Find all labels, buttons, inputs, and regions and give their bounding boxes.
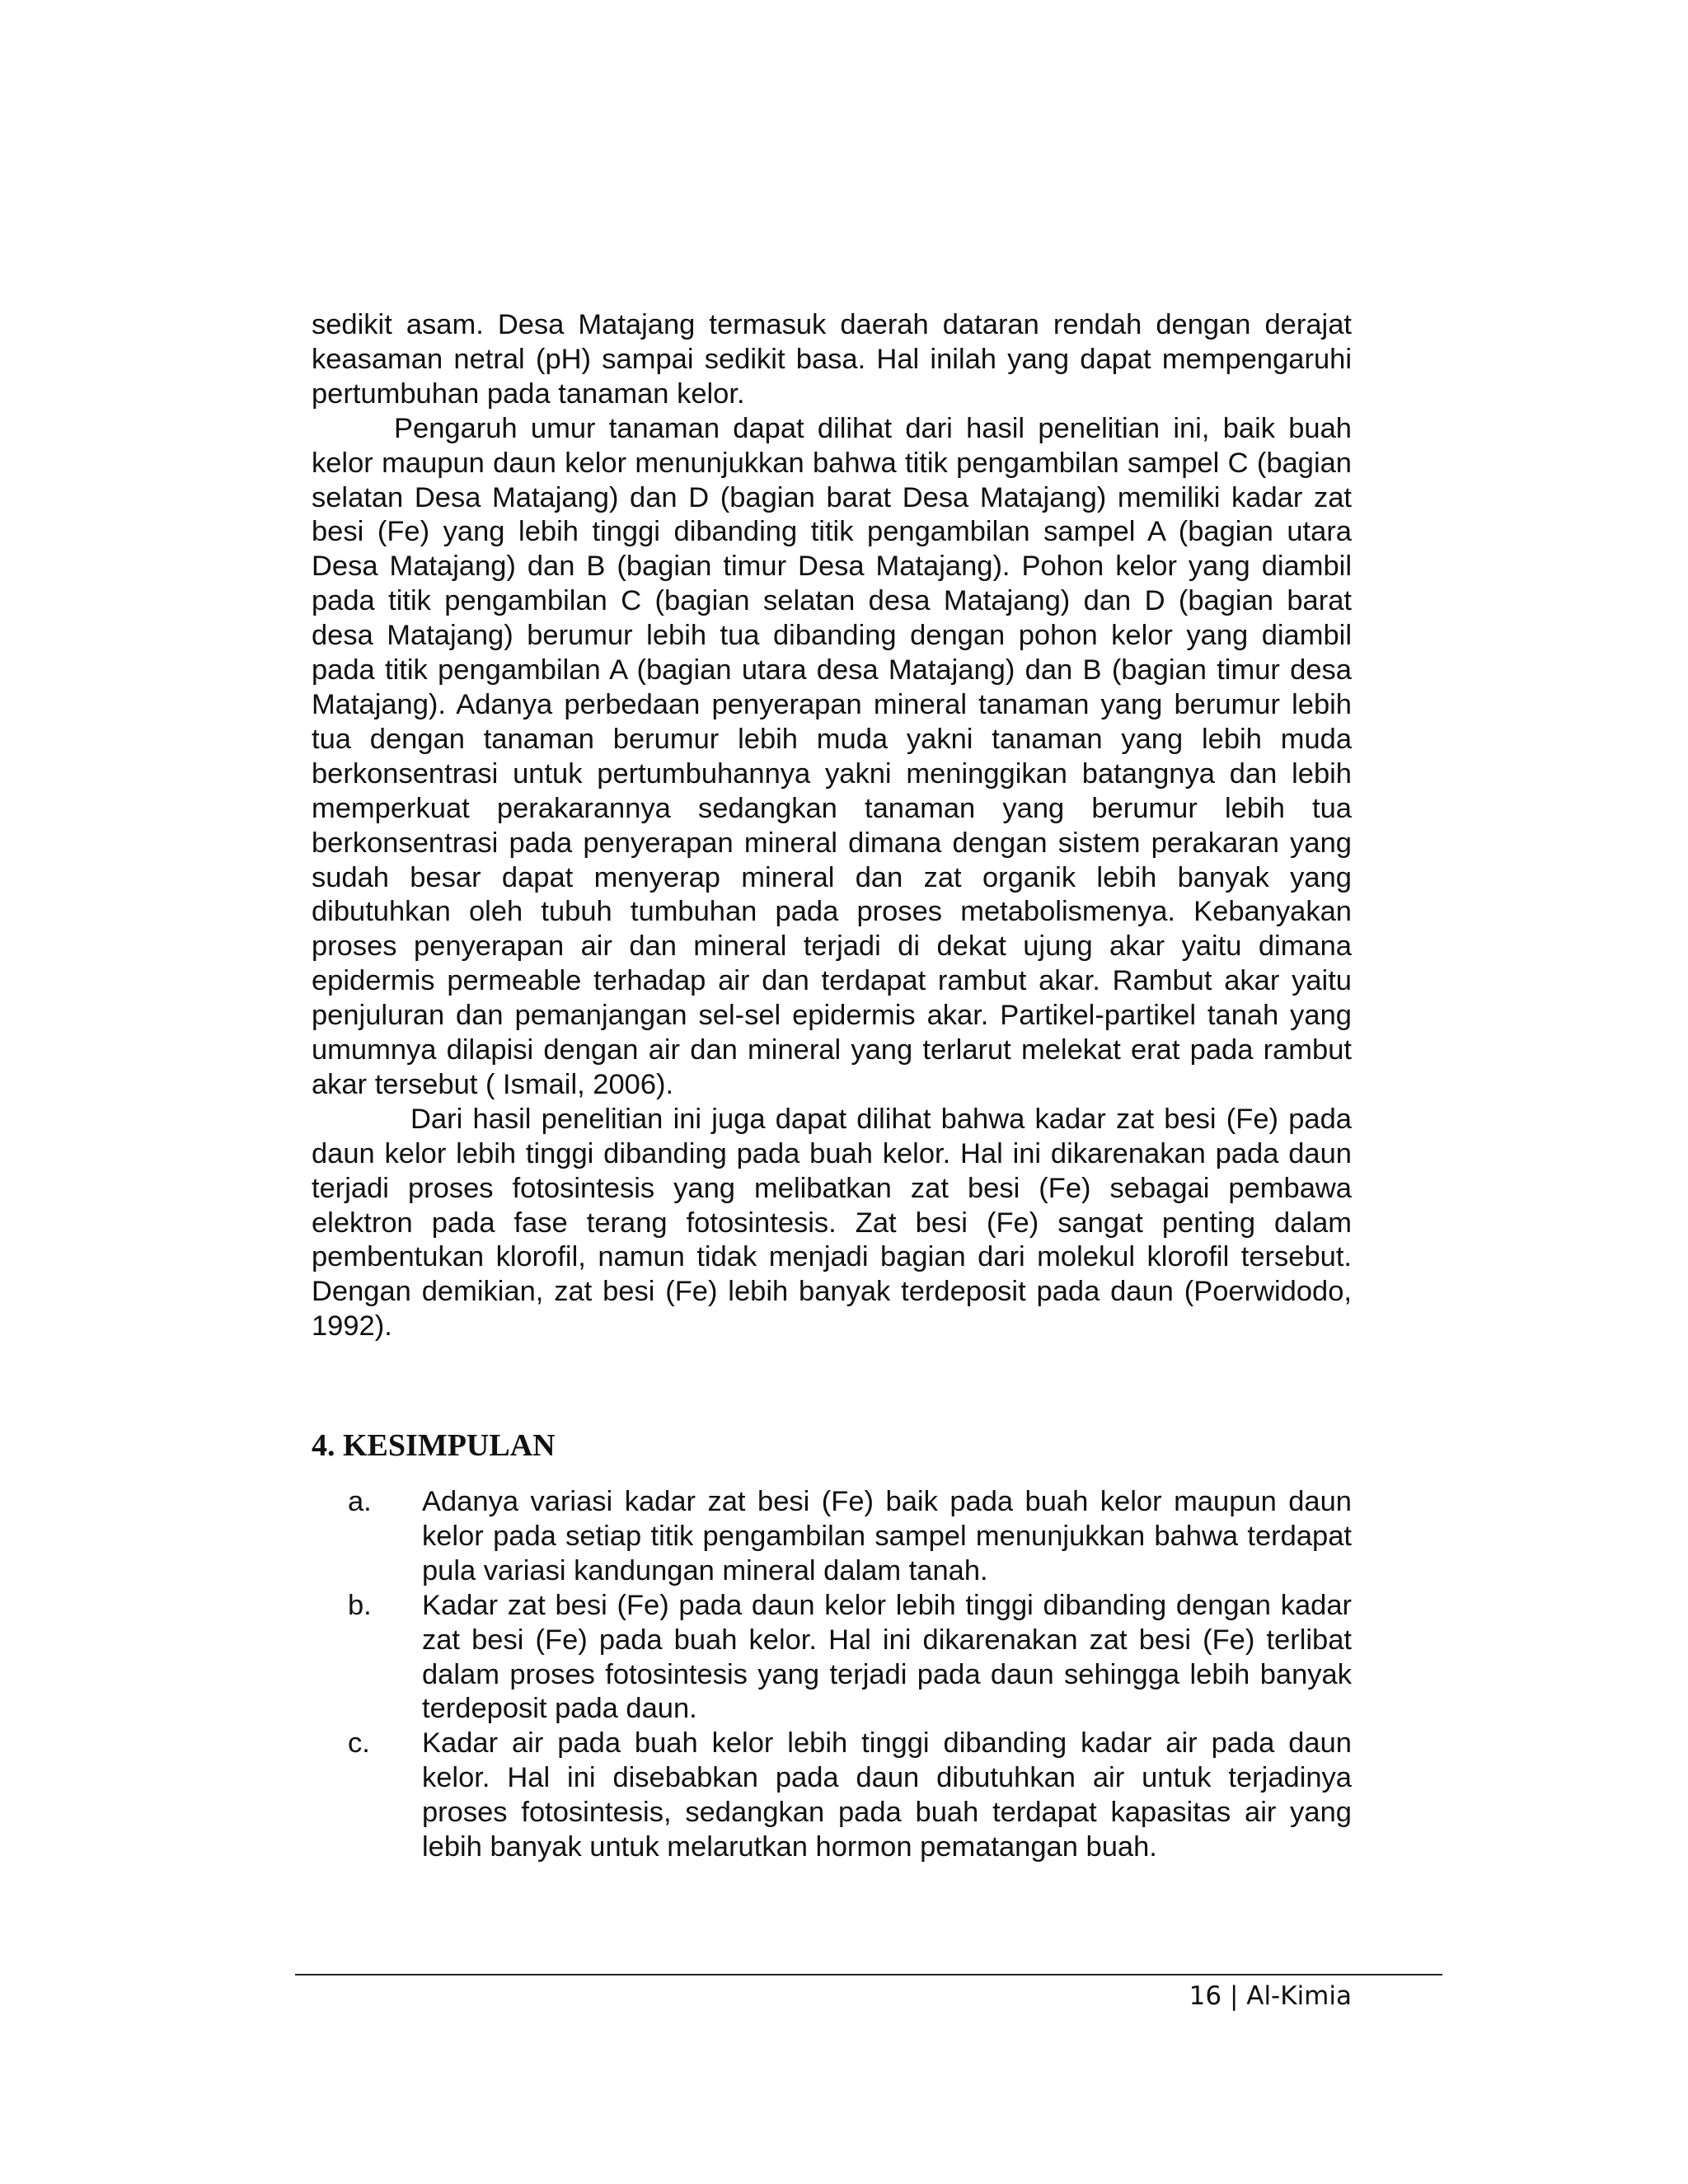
list-item-text: Kadar air pada buah kelor lebih tinggi dibanding kadar air pada daun kelor. Hal ini disebabkan pada daun dibutuhkan air untuk terjadinya proses fotosintesis, sedangkan pada buah terdapat kapasitas air yang lebih banyak untuk melarutkan hormon pematangan buah. xyxy=(422,1727,1352,1863)
body-text xyxy=(312,308,1352,1344)
list-item-text: Adanya variasi kadar zat besi (Fe) baik pada buah kelor maupun daun kelor pada setiap titik pengambilan sampel menunjukkan bahwa terdapat pula variasi kandungan mineral dalam tanah. xyxy=(422,1486,1352,1586)
paragraph-plant-age: Pengaruh umur tanaman dapat dilihat dari hasil penelitian ini, baik buah kelor maupun daun kelor menunjukkan bahwa titik pengambilan sampel C (bagian selatan Desa Matajang) dan D (bagian barat Desa Matajang) memiliki kadar zat besi (Fe) yang lebih tinggi dibanding titik pengambilan sampel A (bagian utara Desa Matajang) dan B (bagian timur Desa Matajang). Pohon kelor yang diambil pada titik pengambilan C (bagian selatan desa Matajang) dan D (bagian barat desa Matajang) berumur lebih tua dibanding dengan pohon kelor yang diambil pada titik pengambilan A (bagian utara desa Matajang) dan B (bagian timur desa Matajang). Adanya perbedaan penyerapan mineral tanaman yang berumur lebih tua dengan tanaman berumur lebih muda yakni tanaman yang lebih muda berkonsentrasi untuk pertumbuhannya yakni meninggikan batangnya dan lebih memperkuat perakarannya sedangkan tanaman yang berumur lebih tua berkonsentrasi pada penyerapan mineral dimana dengan sistem perakaran yang sudah besar dapat menyerap mineral dan zat organik lebih banyak yang dibutuhkan oleh tubuh tumbuhan pada proses metabolismenya. Kebanyakan proses penyerapan air dan mineral terjadi di dekat ujung akar yaitu dimana epidermis permeable terhadap air dan terdapat rambut akar. Rambut akar yaitu penjuluran dan pemanjangan sel-sel epidermis akar. Partikel-partikel tanah yang umumnya dilapisi dengan air dan mineral yang terlarut melekat erat pada rambut akar tersebut ( Ismail, 2006). xyxy=(312,412,1352,1100)
list-marker: b. xyxy=(348,1589,372,1621)
list-item xyxy=(312,1485,1352,1589)
paragraph-iron-leaf: Dari hasil penelitian ini juga dapat dilihat bahwa kadar zat besi (Fe) pada daun kelor lebih tinggi dibanding pada buah kelor. Hal ini dikarenakan pada daun terjadi proses fotosintesis yang melibatkan zat besi (Fe) sebagai pembawa elektron pada fase terang fotosintesis. Zat besi (Fe) sangat penting dalam pembentukan klorofil, namun tidak menjadi bagian dari molekul klorofil tersebut. Dengan demikian, zat besi (Fe) lebih banyak terdeposit pada daun (Poerwidodo, 1992). xyxy=(312,1103,1352,1343)
paragraph-continuation: sedikit asam. Desa Matajang termasuk daerah dataran rendah dengan derajat keasaman netral (pH) sampai sedikit basa. Hal inilah yang dapat mempengaruhi pertumbuhan pada tanaman kelor. xyxy=(312,309,1352,410)
list-item xyxy=(312,1589,1352,1727)
list-marker: a. xyxy=(348,1486,372,1517)
section-title-kesimpulan: 4. KESIMPULAN xyxy=(312,1428,556,1463)
page-number-footer: 16 | Al-Kimia xyxy=(1189,1981,1352,2011)
list-marker: c. xyxy=(348,1727,370,1760)
conclusion-list xyxy=(312,1485,1352,1865)
list-item xyxy=(312,1727,1352,1865)
footer-divider xyxy=(295,1974,1442,1975)
list-item-text: Kadar zat besi (Fe) pada daun kelor lebih tinggi dibanding dengan kadar zat besi (Fe) pada buah kelor. Hal ini dikarenakan zat besi (Fe) terlibat dalam proses fotosintesis yang terjadi pada daun sehingga lebih banyak terdeposit pada daun. xyxy=(422,1589,1352,1725)
